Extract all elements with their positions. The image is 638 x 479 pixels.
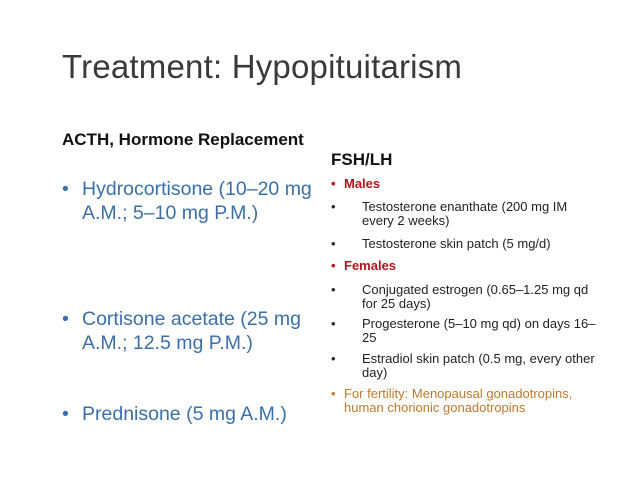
slide-title: Treatment: Hypopituitarism [62, 48, 463, 85]
progesterone-item: Progesterone (5–10 mg qd) on days 16–25 [362, 316, 596, 345]
prednisone-item: Prednisone (5 mg A.M.) [82, 403, 287, 425]
bullet-marker: • [331, 351, 336, 366]
list-item [331, 317, 599, 345]
fertility-note: For fertility: Menopausal gonadotropins, human chorionic gonadotropins [344, 386, 573, 415]
bullet-marker: • [62, 308, 69, 330]
list-item [62, 177, 322, 225]
fsh-lh-heading: FSH/LH [331, 150, 393, 169]
males-label: Males [344, 176, 381, 191]
acth-heading: ACTH, Hormone Replacement [62, 130, 304, 149]
list-item [331, 283, 599, 311]
list-item [62, 307, 322, 355]
testosterone-enanthate-item: Testosterone enanthate (200 mg IM every 2 weeks) [362, 199, 568, 228]
bullet-marker: • [62, 178, 69, 200]
list-item [331, 387, 599, 415]
bullet-marker: • [62, 403, 69, 425]
bullet-marker: • [331, 236, 336, 251]
list-item [62, 402, 322, 426]
conjugated-estrogen-item: Conjugated estrogen (0.65–1.25 mg qd for 25 days) [362, 282, 589, 311]
bullet-marker: • [331, 386, 336, 401]
cortisone-acetate-item: Cortisone acetate (25 mg A.M.; 12.5 mg P.M.) [82, 308, 301, 354]
list-item [331, 200, 599, 228]
list-item [331, 177, 599, 191]
testosterone-patch-item: Testosterone skin patch (5 mg/d) [362, 236, 551, 251]
females-label: Females [344, 258, 397, 273]
bullet-marker: • [331, 316, 336, 331]
list-item [331, 352, 599, 380]
bullet-marker: • [331, 176, 336, 191]
list-item [331, 259, 599, 273]
estradiol-patch-item: Estradiol skin patch (0.5 mg, every other day) [362, 351, 595, 380]
bullet-marker: • [331, 199, 336, 214]
hydrocortisone-item: Hydrocortisone (10–20 mg A.M.; 5–10 mg P.M.) [82, 178, 312, 224]
bullet-marker: • [331, 282, 336, 297]
bullet-marker: • [331, 258, 336, 273]
list-item [331, 237, 599, 251]
